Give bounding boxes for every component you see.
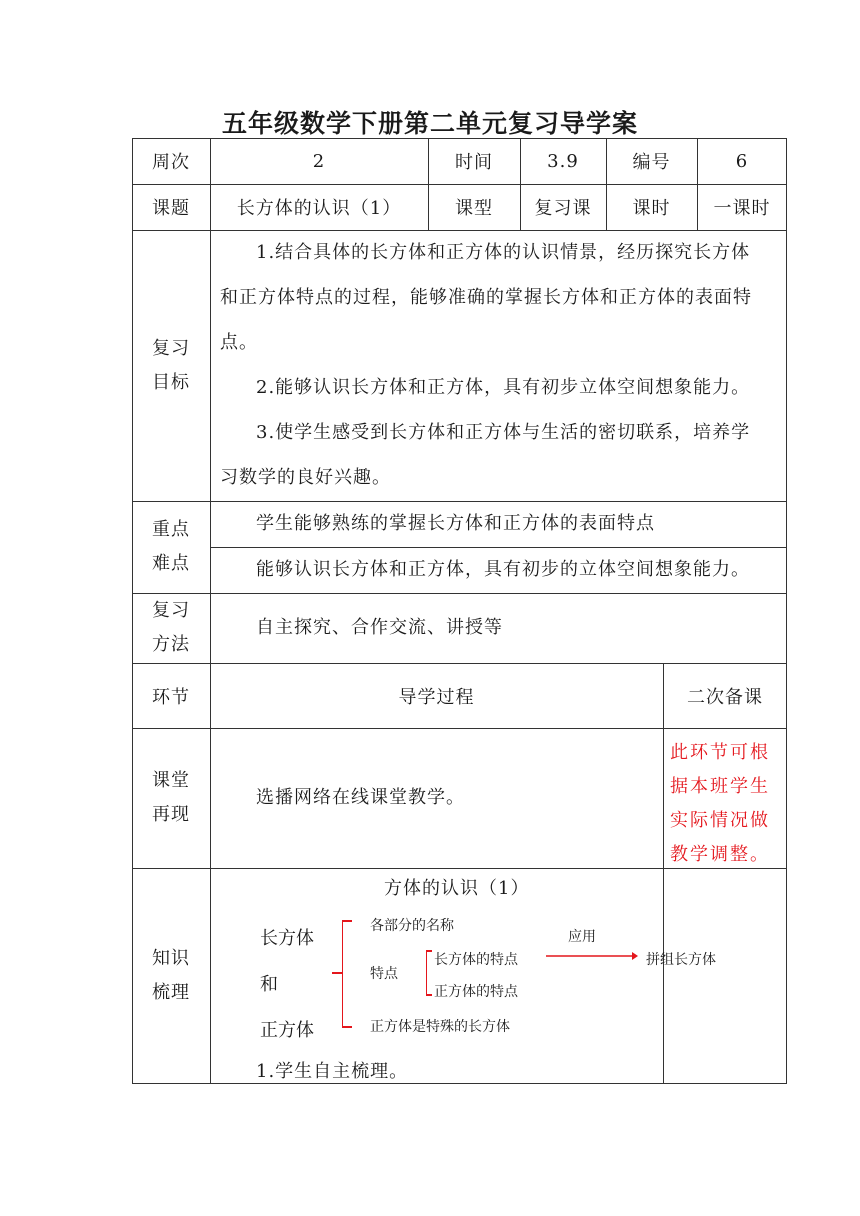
- topic-label: 课题: [152, 198, 190, 219]
- topic-value: 长方体的认识（1）: [236, 198, 402, 219]
- feature-cube: 正方体的特点: [434, 984, 518, 1000]
- difficulty-text: 能够认识长方体和正方体，具有初步的立体空间想象能力。: [256, 559, 750, 580]
- week-value: 2: [312, 150, 326, 172]
- main-bracket-point: [332, 972, 342, 974]
- document-title: 五年级数学下册第二单元复习导学案: [221, 109, 638, 138]
- revision-note: [670, 736, 788, 872]
- stage-column-header: 环节: [152, 686, 190, 708]
- revision-note-line: 实际情况做: [670, 810, 770, 831]
- goals-content: [220, 230, 782, 500]
- table-border-right: [786, 138, 787, 1084]
- time-value: 3.9: [547, 150, 579, 172]
- key-point-text: 学生能够熟练的掌握长方体和正方体的表面特点: [256, 513, 655, 534]
- goal-1-line1: 1.结合具体的长方体和正方体的认识情景，经历探究长方体: [256, 242, 751, 263]
- knowledge-label-line2: 梳理: [152, 981, 190, 1003]
- knowledge-label-line1: 知识: [152, 947, 190, 969]
- knowledge-label: [132, 868, 210, 1083]
- method-label-line2: 方法: [152, 634, 190, 655]
- mind-map-heading: 方体的认识（1）: [384, 878, 530, 899]
- apply-target: 拼组长方体: [646, 952, 716, 968]
- goal-1-line2: 和正方体特点的过程，能够准确的掌握长方体和正方体的表面特: [220, 287, 752, 308]
- classroom-label-line2: 再现: [152, 804, 190, 825]
- classroom-label: [132, 728, 210, 868]
- week-label: 周次: [152, 152, 190, 173]
- mind-map-root-cube: 正方体: [260, 1020, 314, 1041]
- knowledge-step-1: 1.学生自主梳理。: [256, 1061, 409, 1082]
- lesson-plan-table: [132, 138, 787, 1084]
- goal-1-line3: 点。: [220, 332, 258, 353]
- apply-label: 应用: [568, 929, 596, 945]
- type-label: 课型: [455, 198, 493, 219]
- revision-note-line: 据本班学生: [670, 776, 770, 797]
- method-label-line1: 复习: [152, 600, 190, 621]
- key-points-label: [132, 501, 210, 593]
- key-points-label-line1: 重点: [152, 519, 190, 540]
- process-column-header: 导学过程: [398, 686, 475, 708]
- classroom-content: 选播网络在线课堂教学。: [256, 787, 465, 808]
- goal-2: 2.能够认识长方体和正方体，具有初步立体空间想象能力。: [256, 377, 751, 398]
- hours-value: 一课时: [713, 198, 771, 219]
- feature-bracket-top: [426, 950, 432, 952]
- main-bracket-bottom: [342, 1026, 352, 1028]
- revision-note-line: 此环节可根: [670, 742, 770, 763]
- type-value: 复习课: [534, 198, 592, 219]
- revision-column-header: 二次备课: [687, 686, 763, 708]
- mind-map-root-rectangular: 长方体: [260, 928, 314, 949]
- feature-rectangular: 长方体的特点: [434, 952, 518, 968]
- number-label: 编号: [632, 152, 671, 173]
- apply-arrow-icon: [546, 950, 638, 962]
- main-bracket: [342, 920, 343, 1028]
- method-label: [132, 593, 210, 663]
- table-column-divider: [210, 138, 211, 1084]
- number-value: 6: [735, 150, 749, 172]
- mind-map-root-and: 和: [260, 974, 278, 995]
- hours-label: 课时: [632, 198, 671, 219]
- time-label: 时间: [455, 152, 493, 173]
- key-points-label-line2: 难点: [152, 553, 190, 574]
- feature-bracket-bottom: [426, 994, 432, 996]
- main-bracket-top: [342, 920, 352, 922]
- method-text: 自主探究、合作交流、讲授等: [256, 617, 503, 638]
- goals-label-line1: 复习: [152, 337, 190, 359]
- goal-3-line1: 3.使学生感受到长方体和正方体与生活的密切联系，培养学: [256, 422, 751, 443]
- goals-label-line2: 目标: [152, 371, 190, 393]
- revision-note-line: 教学调整。: [670, 844, 770, 865]
- branch-part-names: 各部分的名称: [370, 918, 454, 934]
- feature-bracket: [426, 950, 427, 996]
- classroom-label-line1: 课堂: [152, 770, 190, 791]
- branch-features: 特点: [370, 966, 398, 982]
- goals-label: [132, 230, 210, 501]
- table-border-bottom: [132, 1083, 787, 1084]
- goal-3-line2: 习数学的良好兴趣。: [220, 467, 391, 488]
- branch-special-case: 正方体是特殊的长方体: [370, 1019, 510, 1035]
